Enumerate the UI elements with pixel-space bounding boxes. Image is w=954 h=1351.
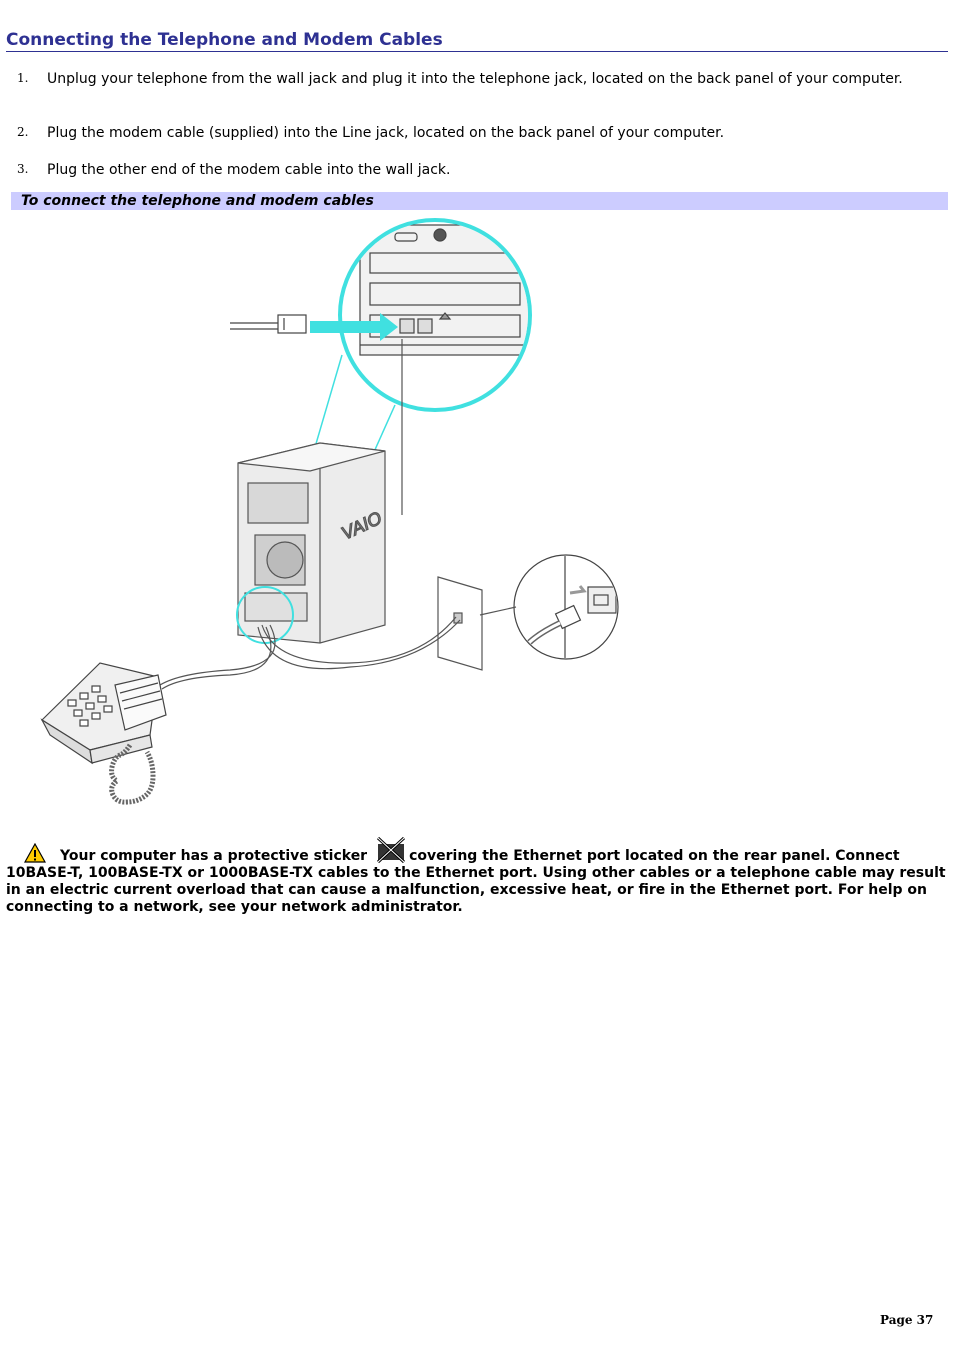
step-text: Unplug your telephone from the wall jack and plug it into the telephone jack, located on the back panel of your computer.	[47, 71, 903, 87]
note-text-before: Your computer has a protective sticker	[60, 848, 368, 864]
computer-tower	[238, 443, 385, 643]
step-text: Plug the modem cable (supplied) into the Line jack, located on the back panel of your computer.	[47, 125, 725, 141]
wall-jack-detail	[514, 555, 618, 660]
phone-cord	[112, 745, 153, 802]
caution-note	[6, 836, 951, 916]
telephone	[42, 663, 166, 763]
svg-text:VAIO: VAIO	[338, 507, 385, 544]
wall-jack	[438, 577, 482, 670]
page-number: Page 37	[880, 1313, 934, 1327]
warning-icon	[24, 843, 46, 863]
modem-plug	[230, 315, 306, 333]
figure-caption: To connect the telephone and modem cables	[21, 193, 374, 209]
protective-sticker-icon	[375, 836, 407, 864]
connection-illustration	[30, 215, 630, 810]
step-number: 3.	[17, 162, 29, 176]
figure-caption-bar	[11, 192, 948, 210]
zoom-detail	[340, 220, 530, 410]
page-title: Connecting the Telephone and Modem Cables	[6, 30, 948, 52]
step-number: 2.	[17, 125, 29, 139]
step-text: Plug the other end of the modem cable into the wall jack.	[47, 162, 451, 178]
note-text-after: covering the Ethernet port located on the rear panel. Connect 10BASE-T, 100BASE-TX or 1000BASE-TX cables to the Ethernet port. Using other cables or a telephone cable may result in an electric current overload that can cause a malfunction, excessive heat, or fire in the Ethernet port. For help on connecting to a network, see your network administrator.	[6, 848, 946, 915]
step-number: 1.	[17, 71, 29, 85]
